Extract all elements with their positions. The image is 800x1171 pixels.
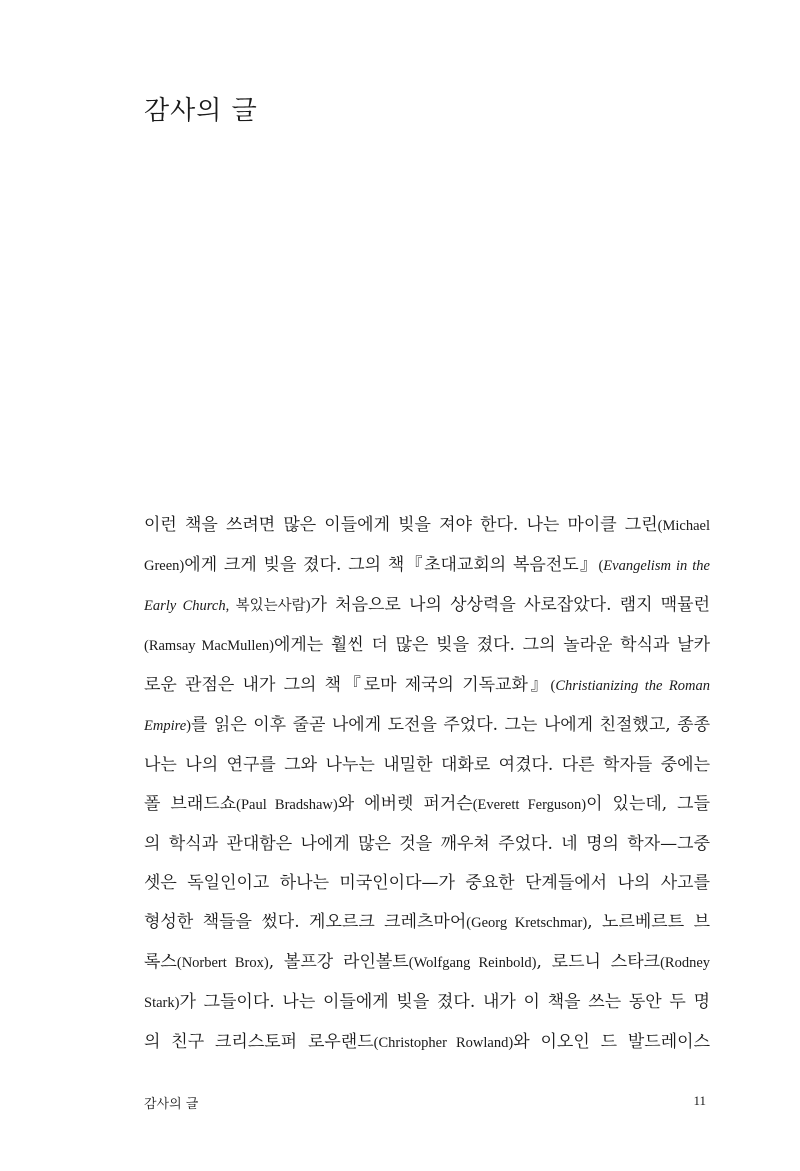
body-text [144, 506, 710, 1063]
text-line: 셋은 독일인이고 하나는 미국인이다—가 중요한 단계들에서 나의 사고를 [144, 873, 710, 893]
text-line: 의 학식과 관대함은 나에게 많은 것을 깨우쳐 주었다. 네 명의 학자—그중 [144, 834, 710, 854]
running-head: 감사의 글 [144, 1097, 199, 1112]
page-title: 감사의 글 [144, 96, 258, 126]
text-line: 형성한 책들을 썼다. 게오르크 크레츠마어(Georg Kretschmar), 노르베르트 브 [144, 912, 710, 932]
text-line: 나는 나의 연구를 그와 나누는 내밀한 대화로 여겼다. 다른 학자들 중에는 [144, 755, 710, 775]
text-line: 폴 브래드쇼(Paul Bradshaw)와 에버렛 퍼거슨(Everett Ferguson)이 있는데, 그들 [144, 794, 710, 814]
text-line: 의 친구 크리스토퍼 로우랜드(Christopher Rowland)와 이오인 드 발드레이스 [144, 1032, 710, 1052]
text-line: 이런 책을 쓰려면 많은 이들에게 빚을 져야 한다. 나는 마이클 그린(Michael [144, 515, 710, 535]
page-number: 11 [693, 1093, 706, 1108]
text-line: Early Church, 복있는사람)가 처음으로 나의 상상력을 사로잡았다. 램지 맥뮬런 [144, 595, 710, 615]
text-line: Stark)가 그들이다. 나는 이들에게 빚을 졌다. 내가 이 책을 쓰는 동안 두 명 [144, 992, 710, 1012]
text-line: Green)에게 크게 빚을 졌다. 그의 책『초대교회의 복음전도』(Evangelism in the [144, 555, 710, 575]
text-line: Empire)를 읽은 이후 줄곧 나에게 도전을 주었다. 그는 나에게 친절했고, 종종 [144, 715, 710, 735]
text-line: (Ramsay MacMullen)에게는 훨씬 더 많은 빚을 졌다. 그의 놀라운 학식과 날카 [144, 635, 710, 655]
text-line: 로운 관점은 내가 그의 책『로마 제국의 기독교화』(Christianizing the Roman [144, 675, 710, 695]
text-line: 록스(Norbert Brox), 볼프강 라인볼트(Wolfgang Reinbold), 로드니 스타크(Rodney [144, 952, 710, 972]
